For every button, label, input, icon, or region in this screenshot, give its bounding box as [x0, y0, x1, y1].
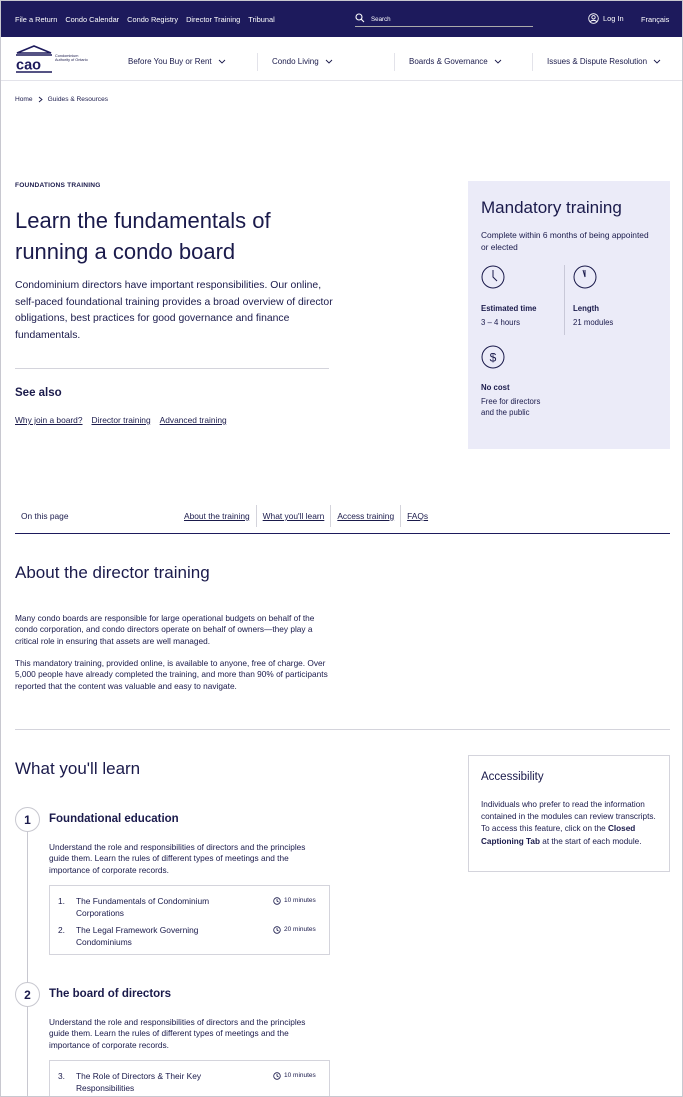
chevron-down-icon — [325, 59, 333, 64]
lesson-duration-text: 10 minutes — [284, 1072, 316, 1079]
hero-intro: Condominium directors have important responsibilities. Our online, self-paced foundational training provides a broad overview of director obligations, best practices for good governance and finance fundamentals. — [15, 280, 333, 341]
chevron-down-icon — [218, 59, 226, 64]
card-subtitle: Complete within 6 months of being appointed or elected — [481, 230, 649, 252]
lesson-duration-text: 20 minutes — [284, 926, 316, 933]
lesson-number: 1. — [58, 896, 65, 906]
nav-before-you-buy[interactable] — [128, 57, 226, 66]
clock-icon — [273, 1072, 281, 1080]
see-also-links — [15, 415, 227, 425]
lesson-item[interactable] — [58, 924, 323, 950]
mandatory-training-card — [468, 181, 670, 449]
why-join-board-link[interactable]: Why join a board? — [15, 415, 83, 425]
faqs-anchor[interactable]: FAQs — [400, 505, 434, 527]
file-a-return-link[interactable]: File a Return — [15, 15, 58, 24]
accessibility-text: at the start of each module. — [539, 836, 642, 846]
breadcrumb — [15, 96, 108, 103]
estimated-time-label: Estimated time — [481, 304, 537, 313]
clock-icon — [273, 897, 281, 905]
module-title: Foundational education — [49, 813, 179, 825]
search-icon[interactable] — [355, 13, 365, 23]
cost-label: No cost — [481, 383, 510, 392]
logo-caption: Condominium Authority of Ontario — [55, 54, 88, 63]
lesson-title: The Fundamentals of Condominium Corporations — [76, 896, 210, 918]
accessibility-text: Individuals who prefer to read the information contained in the modules can review transcripts. To access this feature, click on the — [481, 800, 656, 834]
accessibility-title: Accessibility — [481, 771, 544, 783]
clock-icon — [273, 926, 281, 934]
hero-eyebrow: FOUNDATIONS TRAINING — [15, 182, 101, 189]
cao-logo[interactable] — [15, 45, 87, 73]
stat-divider — [564, 265, 565, 335]
lesson-list — [49, 885, 330, 955]
utility-links — [15, 15, 275, 24]
closed-captioning-tab-text: Closed Captioning Tab — [481, 824, 636, 846]
accessibility-body — [481, 799, 657, 848]
nav-divider — [394, 53, 395, 71]
nav-divider — [257, 53, 258, 71]
timer-icon — [573, 265, 597, 289]
nav-issues-dispute[interactable] — [547, 57, 661, 66]
breadcrumb-home[interactable]: Home — [15, 96, 33, 103]
nav-label: Condo Living — [272, 57, 319, 66]
card-title: Mandatory training — [481, 198, 622, 217]
condo-registry-link[interactable]: Condo Registry — [127, 15, 179, 24]
language-toggle[interactable]: Français — [641, 15, 670, 24]
estimated-time-value: 3 – 4 hours — [481, 318, 521, 327]
nav-label: Before You Buy or Rent — [128, 57, 212, 66]
tribunal-link[interactable]: Tribunal — [248, 15, 275, 24]
search-input[interactable] — [371, 13, 521, 25]
length-label: Length — [573, 304, 599, 313]
accessibility-box — [468, 755, 670, 872]
module-title: The board of directors — [49, 988, 172, 1000]
about-training-anchor[interactable]: About the training — [184, 511, 250, 521]
lesson-list — [49, 1060, 330, 1097]
chevron-down-icon — [494, 59, 502, 64]
director-training-see-also-link[interactable]: Director training — [91, 415, 151, 425]
lesson-duration-text: 10 minutes — [284, 897, 316, 904]
main-nav — [1, 37, 683, 81]
see-also-heading: See also — [15, 387, 62, 399]
on-this-page-links — [184, 505, 434, 527]
nav-label: Issues & Dispute Resolution — [547, 57, 648, 66]
search-box — [355, 12, 533, 27]
length-value: 21 modules — [573, 318, 614, 327]
module-timeline — [27, 819, 28, 1097]
condo-calendar-link[interactable]: Condo Calendar — [65, 15, 120, 24]
on-this-page-label: On this page — [21, 511, 69, 521]
learn-heading: What you'll learn — [15, 759, 141, 778]
about-heading: About the director training — [15, 563, 210, 582]
user-icon — [588, 13, 599, 24]
clock-icon — [481, 265, 505, 289]
section-divider — [15, 533, 670, 534]
module-number: 1 — [15, 807, 40, 832]
nav-boards-governance[interactable] — [409, 57, 502, 66]
director-training-link[interactable]: Director Training — [186, 15, 241, 24]
svg-text:$: $ — [489, 350, 497, 365]
about-paragraph-1: Many condo boards are responsible for large operational budgets on behalf of the condo corporation, and condo directors operate on behalf of owners—they play a critical role in ensuring that assets are well managed. — [15, 613, 315, 646]
login-button[interactable] — [588, 13, 624, 24]
lesson-title: The Role of Directors & Their Key Responsibilities — [76, 1071, 202, 1093]
lesson-item[interactable] — [58, 895, 323, 921]
about-paragraph-2: This mandatory training, provided online, is available to anyone, free of charge. Over 5,000 people have already completed the training, and more than 90% of participants reported that the content was valuable and easy to navigate. — [15, 658, 328, 691]
what-youll-learn-anchor[interactable]: What you'll learn — [256, 505, 331, 527]
cost-value: Free for directors and the public — [481, 397, 541, 417]
lesson-duration — [273, 895, 316, 907]
advanced-training-link[interactable]: Advanced training — [159, 415, 227, 425]
page-title: Learn the fundamentals of running a condo board — [15, 208, 271, 264]
lesson-duration — [273, 1070, 316, 1082]
access-training-anchor[interactable]: Access training — [330, 505, 400, 527]
divider — [15, 729, 670, 730]
lesson-number: 3. — [58, 1071, 65, 1081]
dollar-icon — [481, 345, 505, 369]
chevron-right-icon — [38, 96, 43, 103]
module-number: 2 — [15, 982, 40, 1007]
nav-divider — [532, 53, 533, 71]
module-description: Understand the role and responsibilities of directors and the principles guide them. Learn the rules of different types of meetings and the importance of corporate records. — [49, 842, 306, 875]
lesson-number: 2. — [58, 925, 65, 935]
utility-bar — [1, 1, 683, 37]
module-description: Understand the role and responsibilities of directors and the principles guide them. Learn the rules of different types of meetings and the importance of corporate records. — [49, 1017, 306, 1050]
login-label: Log In — [603, 14, 624, 23]
lesson-item[interactable] — [58, 1070, 323, 1096]
nav-label: Boards & Governance — [409, 57, 488, 66]
nav-condo-living[interactable] — [272, 57, 333, 66]
breadcrumb-current[interactable]: Guides & Resources — [47, 96, 109, 103]
lesson-title: The Legal Framework Governing Condominiums — [76, 925, 199, 947]
svg-text:cao: cao — [16, 57, 41, 73]
divider — [15, 368, 329, 369]
lesson-duration — [273, 924, 316, 936]
chevron-down-icon — [653, 59, 661, 64]
